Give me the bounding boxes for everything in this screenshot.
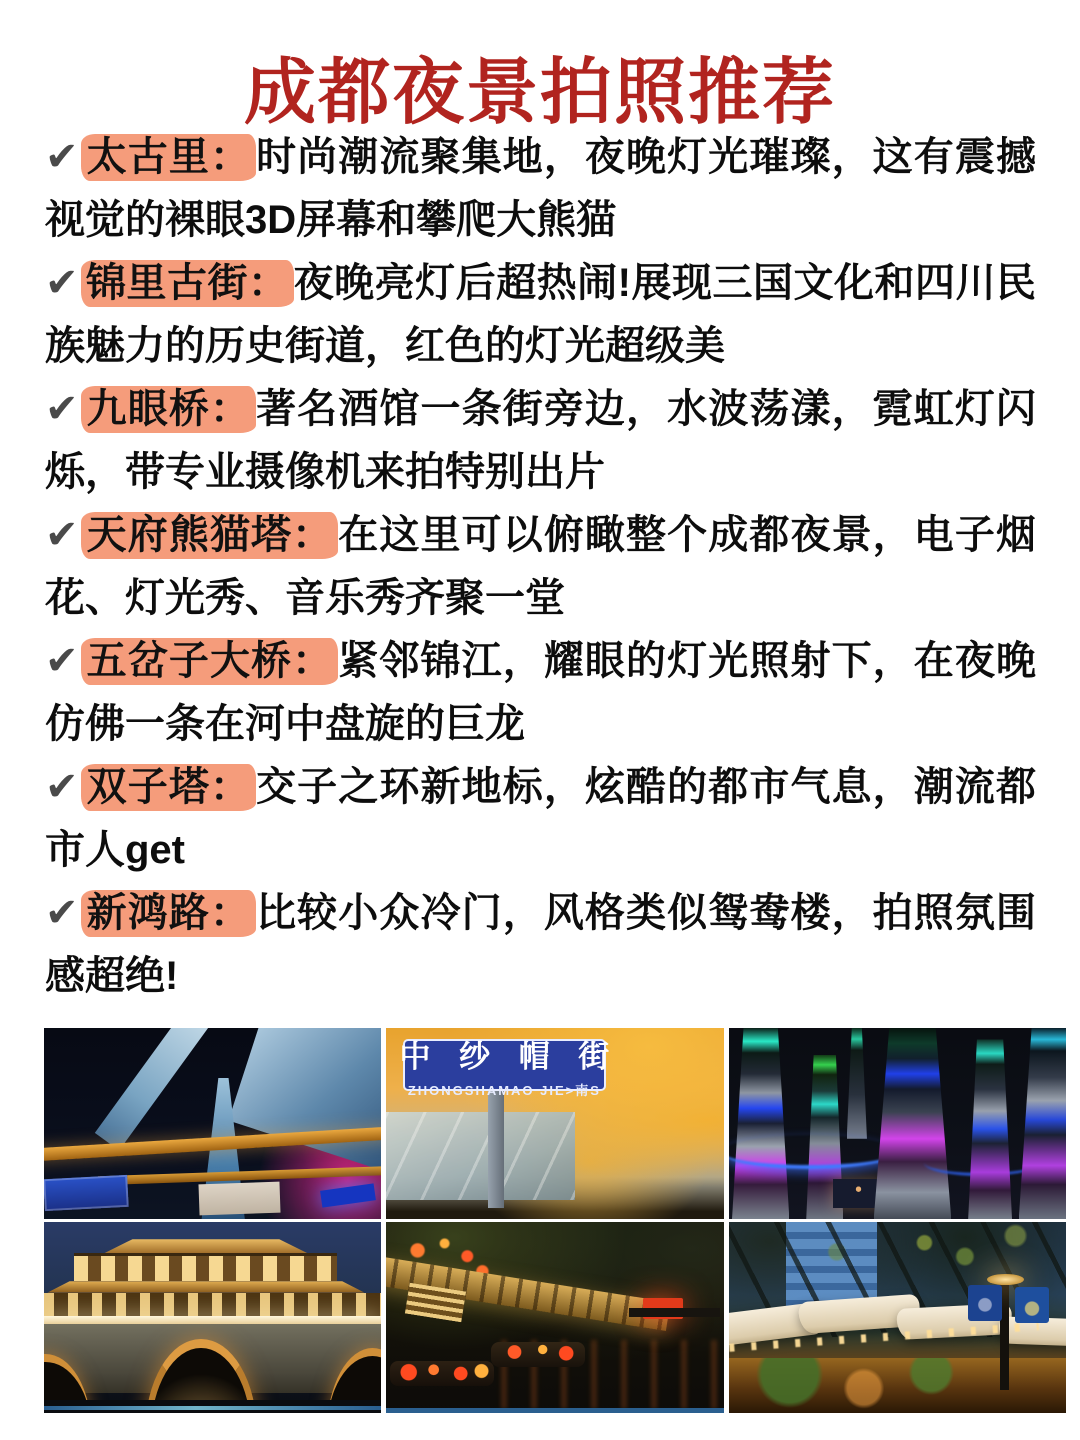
list-item-jiuyanqiao xyxy=(45,378,1036,504)
photo-street-sign-ginkgo xyxy=(386,1028,723,1219)
photo-neon-columns xyxy=(729,1028,1066,1219)
check-icon: ✔ xyxy=(45,135,79,179)
barge xyxy=(629,1308,720,1318)
location-desc: 夜晚亮灯后超热闹!展现三国文化和四川民族魅力的历史街道，红色的灯光超级美 xyxy=(45,261,1036,368)
location-desc: 交子之环新地标，炫酷的都市气息，潮流都市人get xyxy=(45,765,1037,872)
location-desc: 时尚潮流聚集地，夜晚灯光璀璨，这有震撼视觉的裸眼3D屏幕和攀爬大熊猫 xyxy=(45,135,1037,242)
bridge-upper-floor xyxy=(74,1256,337,1281)
poster-banner xyxy=(199,1181,281,1214)
list-item-wuchazi-bridge xyxy=(45,630,1036,756)
glass-building xyxy=(386,1112,575,1200)
photo-blue-pillars xyxy=(44,1028,381,1219)
blue-light-trail xyxy=(729,1135,898,1169)
location-desc: 在这里可以俯瞰整个成都夜景，电子烟花、灯光秀、音乐秀齐聚一堂 xyxy=(45,513,1037,620)
lantern-boat xyxy=(390,1361,495,1386)
blue-sign-banner xyxy=(968,1285,1002,1321)
bridge-deck-light xyxy=(44,1316,381,1325)
concrete-slab xyxy=(229,1028,382,1173)
photo-lantern-bridge xyxy=(44,1222,381,1413)
bridge-roof-mid xyxy=(47,1281,364,1292)
page-title: 成都夜景拍照推荐 xyxy=(243,53,836,133)
list-item-panda-tower xyxy=(45,504,1036,630)
water-light-line xyxy=(386,1408,723,1413)
location-name: 新鸿路： xyxy=(81,890,257,937)
photo-night-market xyxy=(729,1222,1066,1413)
check-icon: ✔ xyxy=(45,513,79,557)
list-item-taikooli xyxy=(45,126,1036,252)
recommendation-list xyxy=(45,126,1036,1008)
street-sign-pinyin: ZHONGSHAMAO JIE>南S xyxy=(407,1083,601,1099)
location-name: 五岔子大桥： xyxy=(81,638,339,685)
water-light-line xyxy=(44,1406,381,1410)
location-name: 太古里： xyxy=(81,134,257,181)
location-desc: 著名酒馆一条街旁边，水波荡漾，霓虹灯闪烁，带专业摄像机来拍特别出片 xyxy=(45,387,1037,494)
blue-banner xyxy=(44,1175,129,1212)
location-desc: 比较小众冷门，风格类似鸳鸯楼，拍照氛围感超绝! xyxy=(45,891,1037,998)
bridge-roof-top xyxy=(98,1239,314,1256)
pink-neon-sign xyxy=(320,1183,376,1208)
location-name: 九眼桥： xyxy=(81,386,257,433)
light-column xyxy=(847,1028,867,1139)
check-icon: ✔ xyxy=(45,387,79,431)
lantern-boat xyxy=(491,1342,585,1367)
light-column xyxy=(874,1028,952,1219)
location-name: 锦里古街： xyxy=(81,260,294,307)
light-column xyxy=(1019,1028,1066,1219)
blue-sign-banner xyxy=(1015,1287,1049,1323)
list-item-jinli xyxy=(45,252,1036,378)
street-sign-name: 中 纱 帽 街 xyxy=(399,1039,620,1075)
light-column xyxy=(968,1039,1012,1219)
market-stalls xyxy=(729,1358,1066,1413)
bridge-lower-floor xyxy=(44,1293,381,1316)
check-icon: ✔ xyxy=(45,639,79,683)
photo-grid xyxy=(44,1028,1066,1413)
check-icon: ✔ xyxy=(45,765,79,809)
location-desc: 紧邻锦江，耀眼的灯光照射下，在夜晚仿佛一条在河中盘旋的巨龙 xyxy=(45,639,1037,746)
sign-post xyxy=(488,1089,505,1207)
location-name: 双子塔： xyxy=(81,764,257,811)
light-column xyxy=(732,1028,789,1219)
check-icon: ✔ xyxy=(45,261,79,305)
street-sign xyxy=(399,1039,620,1099)
photo-river-boats xyxy=(386,1222,723,1413)
street-lamp-light xyxy=(987,1274,1024,1285)
list-item-twin-towers xyxy=(45,756,1036,882)
check-icon: ✔ xyxy=(45,891,79,935)
list-item-xinhonglu xyxy=(45,882,1036,1008)
location-name: 天府熊猫塔： xyxy=(81,512,339,559)
